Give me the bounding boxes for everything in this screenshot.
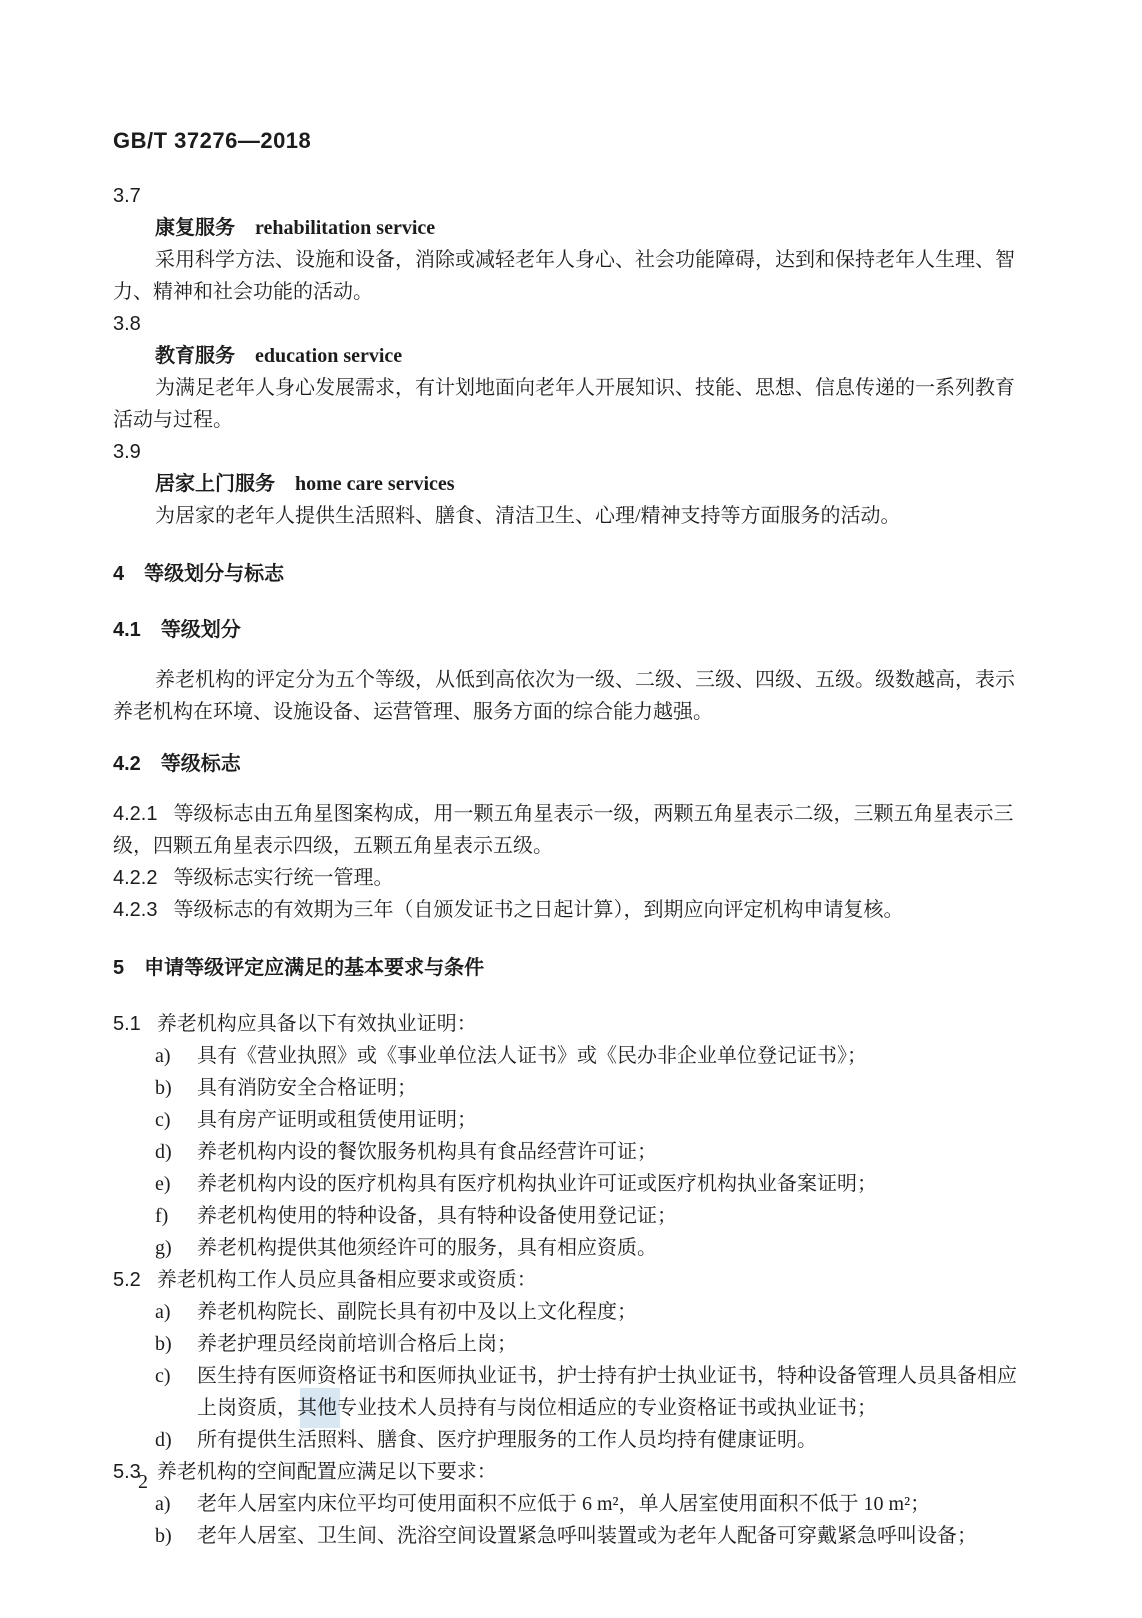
clause-text: 等级标志实行统一管理。 <box>173 867 394 889</box>
clause-text: 养老机构的空间配置应满足以下要求： <box>156 1461 497 1483</box>
item-label: g) <box>155 1237 172 1259</box>
term-title-zh: 康复服务 <box>155 217 235 239</box>
term-title-en: rehabilitation service <box>255 217 436 239</box>
item-text: 老年人居室内床位平均可使用面积不应低于 6 m²，单人居室使用面积不低于 10 m²； <box>197 1493 931 1515</box>
section-4-1-heading <box>113 614 1033 646</box>
item-text: 老年人居室、卫生间、洗浴空间设置紧急呼叫装置或为老年人配备可穿戴紧急呼叫设备； <box>197 1525 977 1547</box>
item-label: f) <box>155 1205 169 1227</box>
clause-text: 等级标志由五角星图案构成，用一颗五角星表示一级，两颗五角星表示二级，三颗五角星表示三级，四颗五角星表示四级，五颗五角星表示五级。 <box>113 803 1014 857</box>
section-number: 4 <box>113 563 125 585</box>
clause-4-2-2 <box>113 862 1033 894</box>
list-item <box>113 1200 1033 1232</box>
section-4-2-heading <box>113 748 1033 780</box>
item-text: 所有提供生活照料、膳食、医疗护理服务的工作人员均持有健康证明。 <box>197 1429 817 1451</box>
clause-5-3 <box>113 1456 1033 1488</box>
list-item <box>113 1168 1033 1200</box>
page-number: 2 <box>138 1471 148 1493</box>
list-item <box>113 1040 1033 1072</box>
item-label: d) <box>155 1429 172 1451</box>
term-title <box>113 340 1033 372</box>
clause-text: 等级标志的有效期为三年（自颁发证书之日起计算），到期应向评定机构申请复核。 <box>173 899 904 921</box>
section-5-heading <box>113 952 1033 984</box>
page-content <box>113 128 1033 1552</box>
item-label: b) <box>155 1333 172 1355</box>
term-block-3-7 <box>113 180 1033 308</box>
item-text: 养老机构院长、副院长具有初中及以上文化程度； <box>197 1301 637 1323</box>
clause-text: 养老机构工作人员应具备相应要求或资质： <box>156 1269 537 1291</box>
list-item <box>113 1328 1033 1360</box>
item-text: 养老机构使用的特种设备，具有特种设备使用登记证； <box>197 1205 677 1227</box>
list-item <box>113 1424 1033 1456</box>
clause-4-2-1 <box>113 798 1033 862</box>
clause-5-2 <box>113 1264 1033 1296</box>
item-label: a) <box>155 1301 171 1323</box>
term-number: 3.7 <box>113 185 141 207</box>
item-label: d) <box>155 1141 172 1163</box>
term-block-3-9 <box>113 436 1033 532</box>
clause-number: 5.3 <box>113 1461 141 1483</box>
term-definition: 为满足老年人身心发展需求，有计划地面向老年人开展知识、技能、思想、信息传递的一系列教育活动与过程。 <box>113 377 1015 431</box>
list-item <box>113 1488 1033 1520</box>
term-title-en: home care services <box>295 473 455 495</box>
item-text: 养老护理员经岗前培训合格后上岗； <box>197 1333 517 1355</box>
section-title: 等级划分 <box>160 619 241 641</box>
item-text: 养老机构内设的医疗机构具有医疗机构执业许可证或医疗机构执业备案证明； <box>197 1173 877 1195</box>
item-text: 具有《营业执照》或《事业单位法人证书》或《民办非企业单位登记证书》； <box>197 1045 867 1067</box>
item-label: a) <box>155 1045 171 1067</box>
item-label: a) <box>155 1493 171 1515</box>
item-label: c) <box>155 1109 171 1131</box>
section-title: 等级划分与标志 <box>144 563 285 585</box>
list-item <box>113 1520 1033 1552</box>
clause-number: 4.2.2 <box>113 867 158 889</box>
item-text: 具有房产证明或租赁使用证明； <box>197 1109 477 1131</box>
section-title: 等级标志 <box>160 753 241 775</box>
term-title <box>113 212 1033 244</box>
term-title <box>113 468 1033 500</box>
item-label: b) <box>155 1525 172 1547</box>
term-definition: 采用科学方法、设施和设备，消除或减轻老年人身心、社会功能障碍，达到和保持老年人生理、智力、精神和社会功能的活动。 <box>113 249 1015 303</box>
term-title-en: education service <box>255 345 403 367</box>
section-title: 申请等级评定应满足的基本要求与条件 <box>144 957 485 979</box>
list-item <box>113 1136 1033 1168</box>
item-text: 养老机构提供其他须经许可的服务，具有相应资质。 <box>197 1237 657 1259</box>
item-label: b) <box>155 1077 172 1099</box>
list-item <box>113 1296 1033 1328</box>
list-item <box>113 1104 1033 1136</box>
section-4-heading <box>113 558 1033 590</box>
section-4-1-paragraph: 养老机构的评定分为五个等级，从低到高依次为一级、二级、三级、四级、五级。级数越高，表示养老机构在环境、设施设备、运营管理、服务方面的综合能力越强。 <box>113 669 1015 723</box>
item-text: 医生持有医师资格证书和医师执业证书，护士持有护士执业证书，特种设备管理人员具备相应上岗资质，其他专业技术人员持有与岗位相适应的专业资格证书或执业证书； <box>197 1365 1017 1419</box>
clause-5-1 <box>113 1008 1033 1040</box>
term-block-3-8 <box>113 308 1033 436</box>
section-number: 5 <box>113 957 125 979</box>
item-label: c) <box>155 1365 171 1387</box>
clause-number: 5.2 <box>113 1269 141 1291</box>
list-item <box>113 1232 1033 1264</box>
doc-number: GB/T 37276—2018 <box>113 128 312 153</box>
clause-text: 养老机构应具备以下有效执业证明： <box>156 1013 477 1035</box>
section-number: 4.1 <box>113 619 141 641</box>
item-text: 具有消防安全合格证明； <box>197 1077 417 1099</box>
list-item <box>113 1072 1033 1104</box>
clause-4-2-3 <box>113 894 1033 926</box>
term-definition: 为居家的老年人提供生活照料、膳食、清洁卫生、心理/精神支持等方面服务的活动。 <box>155 505 901 527</box>
term-number: 3.8 <box>113 313 141 335</box>
item-text: 养老机构内设的餐饮服务机构具有食品经营许可证； <box>197 1141 657 1163</box>
term-title-zh: 教育服务 <box>155 345 235 367</box>
term-number: 3.9 <box>113 441 141 463</box>
clause-number: 5.1 <box>113 1013 141 1035</box>
term-title-zh: 居家上门服务 <box>155 473 275 495</box>
item-label: e) <box>155 1173 171 1195</box>
section-number: 4.2 <box>113 753 141 775</box>
clause-number: 4.2.1 <box>113 803 158 825</box>
list-item <box>113 1360 1033 1424</box>
clause-number: 4.2.3 <box>113 899 158 921</box>
